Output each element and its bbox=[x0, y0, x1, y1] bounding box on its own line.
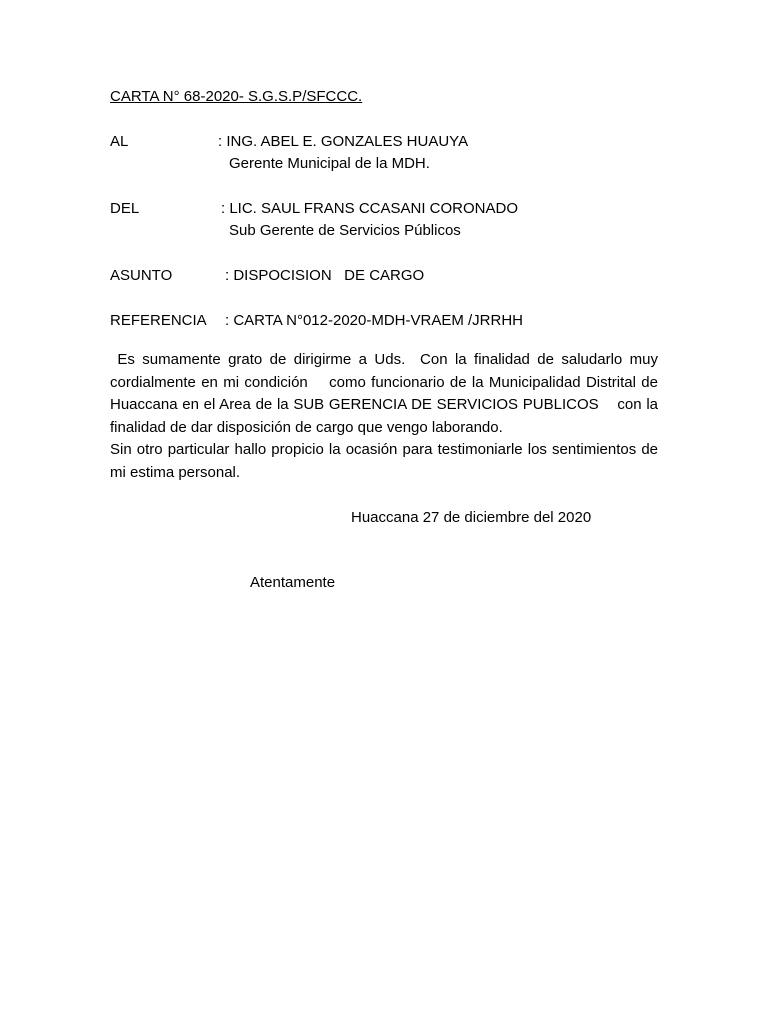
to-name: : ING. ABEL E. GONZALES HUAUYA bbox=[218, 133, 469, 150]
from-label: DEL bbox=[110, 200, 140, 217]
reference-label: REFERENCIA bbox=[110, 312, 207, 329]
letter-number: CARTA N° 68-2020- S.G.S.P/SFCCC. bbox=[110, 88, 363, 105]
body-paragraph-2: Sin otro particular hallo propicio la ocasión para testimoniarle los sentimientos de mi estima personal. bbox=[110, 441, 658, 481]
body-paragraph-1: Es sumamente grato de dirigirme a Uds. Con la finalidad de saludarlo muy cordialmente en mi condición como funcionario de la Municipalidad Distrital de Huaccana en el Area de la SUB GERENCIA DE SERVICIOS PUBLICOS con la finalidad de dar disposición de cargo que vengo laborando. bbox=[110, 351, 663, 436]
from-name: : LIC. SAUL FRANS CCASANI CORONADO bbox=[221, 200, 518, 217]
letter-body bbox=[110, 349, 663, 484]
to-label: AL bbox=[110, 133, 129, 150]
subject-value: : DISPOCISION DE CARGO bbox=[225, 267, 425, 284]
closing: Atentamente bbox=[250, 574, 336, 591]
from-title: Sub Gerente de Servicios Públicos bbox=[229, 222, 461, 239]
to-title: Gerente Municipal de la MDH. bbox=[229, 155, 430, 172]
place-date: Huaccana 27 de diciembre del 2020 bbox=[351, 509, 592, 526]
subject-label: ASUNTO bbox=[110, 267, 173, 284]
reference-value: : CARTA N°012-2020-MDH-VRAEM /JRRHH bbox=[225, 312, 524, 329]
